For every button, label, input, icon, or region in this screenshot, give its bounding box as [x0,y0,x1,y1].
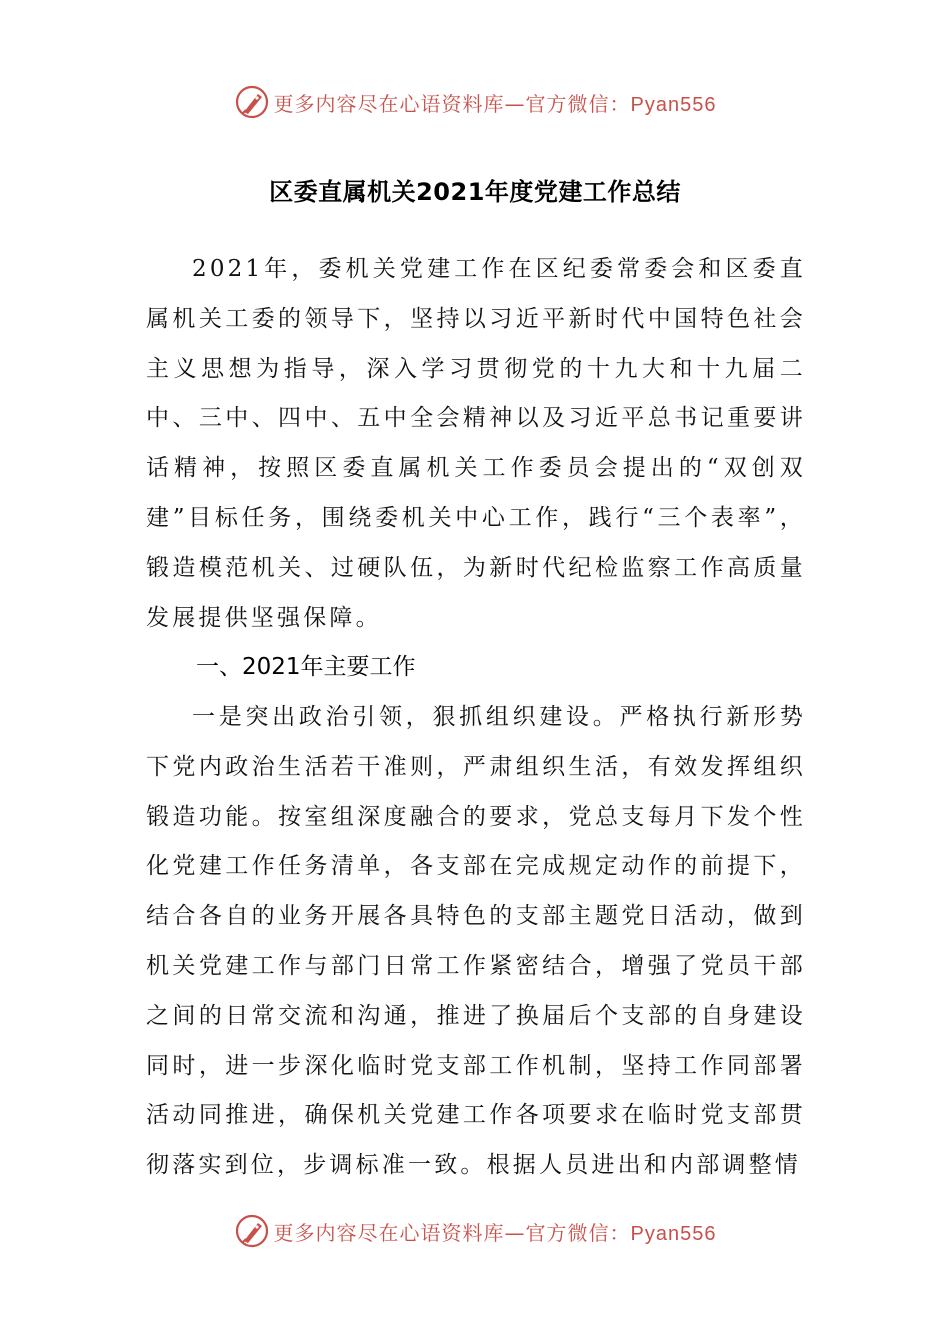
watermark-banner-top [0,80,950,124]
pen-nib-logo-icon [234,84,270,120]
section-heading: 一、2021年主要工作 [196,654,416,680]
paragraph-body: 一是突出政治引领，狠抓组织建设。严格执行新形势下党内政治生活若干准则，严肃组织生活，有效发挥组织锻造功能。按室组深度融合的要求，党总支每月下发个性化党建工作任务清单，各支部在完成规定动作的前提下，结合各自的业务开展各具特色的支部主题党日活动，做到机关党建工作与部门日常工作紧密结合，增强了党员干部之间的日常交流和沟通，推进了换届后个支部的自身建设同时，进一步深化临时党支部工作机制，坚持工作同部署活动同推进，确保机关党建工作各项要求在临时党支部贯彻落实到位，步调标准一致。根据人员进出和内部调整情 [146,704,806,1179]
watermark-text [274,1217,717,1246]
watermark-content [234,1213,717,1249]
watermark-handle: Pyan556 [630,93,717,116]
watermark-handle: Pyan556 [630,1222,717,1245]
watermark-text [274,88,717,117]
pen-nib-logo-icon [234,1213,270,1249]
document-title: 区委直属机关2021年度党建工作总结 [269,178,681,206]
watermark-official-label: —官方微信： [504,1220,631,1245]
paragraph-intro: 2021年，委机关党建工作在区纪委常委会和区委直属机关工委的领导下，坚持以习近平新时代中国特色社会主义思想为指导，深入学习贯彻党的十九大和十九届二中、三中、四中、五中全会精神以及习近平总书记重要讲话精神，按照区委直属机关工作委员会提出的“双创双建”目标任务，围绕委机关中心工作，践行“三个表率”，锻造模范机关、过硬队伍，为新时代纪检监察工作高质量发展提供坚强保障。 [146,256,806,631]
watermark-site-text: 更多内容尽在心语资料库 [273,91,505,116]
watermark-banner-bottom [0,1209,950,1253]
watermark-site-text: 更多内容尽在心语资料库 [273,1220,505,1245]
watermark-content [234,84,717,120]
watermark-official-label: —官方微信： [504,91,631,116]
